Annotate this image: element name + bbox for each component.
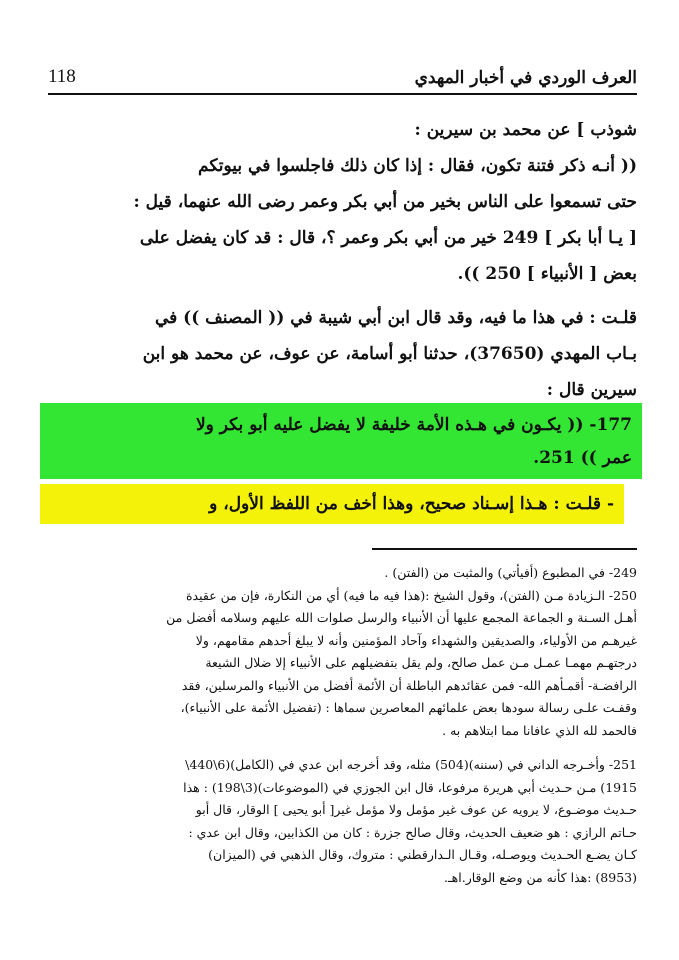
page-number: 118 <box>48 66 76 87</box>
text-line: شوذب ] عن محمد بن سيرين : <box>414 120 637 140</box>
text-line: سيرين قال : <box>546 380 637 400</box>
text-line: - قلـت : هـذا إسـناد صحيح، وهذا أخف من اللفظ الأول، و <box>209 494 614 514</box>
running-title: العرف الوردي في أخبار المهدي <box>414 68 637 88</box>
footnote-line: كـان يضـع الحـديث ويوصـله، وقـال الـدارقطني : متروك، وقال الذهبي في (الميزان) <box>208 847 637 862</box>
footnote-line: 250- الـزيادة مـن (الفتن)، وقول الشيخ :(هذا فيه ما فيه) أي من النكارة، فإن من عقيدة <box>186 587 637 603</box>
footnote-249: 249- في المطبوع (أفيأتي) والمثبت من (الفتن) . <box>384 565 637 580</box>
footnote-rule <box>372 548 637 550</box>
text-line: عمر )) 251. <box>533 448 632 468</box>
text-line: [ يـا أبا بكر ] 249 خير من أبي بكر وعمر ؟، قال : قد كان يفضل على <box>139 228 637 248</box>
footnote-line: حـديث موضـوع، لا يرويه عن عوف غير مؤمل ولا مؤمل غير[ أبو يحيى ] الوقار، قال أبو <box>195 802 637 817</box>
text-line: 177- (( يكـون في هـذه الأمة خليفة لا يفضل عليه أبو بكر ولا <box>195 415 632 435</box>
footnote-line: غيرهـم من الأولياء، والصديقين والشهداء وآحاد المؤمنين وأنه لا يبلغ أحدهم مقامهم، ولا <box>195 632 637 648</box>
footnote-line: الرافضـة- أقمـأهم الله- فمن عقائدهم الباطلة أن الأئمة أفضل من الأنبياء والمرسلين، فقد <box>181 677 637 693</box>
main-text <box>48 112 637 408</box>
text-line: حتى تسمعوا على الناس بخير من أبي بكر وعمر رضى الله عنهما، قيل : <box>133 192 637 212</box>
page-header <box>48 62 637 88</box>
header-rule <box>48 93 637 95</box>
text-line: بعض [ الأنبياء ] 250 )). <box>457 264 637 284</box>
green-highlight-hadith <box>40 403 642 479</box>
footnote-line: أهـل السـنة و الجماعة المجمع عليها أن الأنبياء والرسل صلوات الله عليهم وسلامه أفضل من <box>166 610 637 625</box>
yellow-highlight-comment <box>40 484 624 524</box>
text-line: (( أنـه ذكر فتنة تكون، فقال : إذا كان ذلك فاجلسوا في بيوتكم <box>198 156 637 176</box>
footnote-line: (8953) :هذا كأنه من وضع الوقار.اهـ. <box>444 869 637 885</box>
footnote-line: 251- وأخـرجه الداني في (سننه)(504) مثله، وقد أخرجه ابن عدي في (الكامل)(6\440\ <box>185 757 637 772</box>
footnote-line: درجتهـم مهمـا عمـل مـن عمل صالح، ولم يقل بتفضيلهم على الأنبياء إلا ضلال الشيعة <box>205 655 637 670</box>
footnote-line: حـاتم الرازي : هو ضعيف الحديث، وقال صالح جزرة : كان من الكذابين، وقال ابن عدي : <box>188 824 637 840</box>
text-line: قلـت : في هذا ما فيه، وقد قال ابن أبي شيبة في (( المصنف )) في <box>154 308 637 328</box>
footnotes <box>48 562 637 889</box>
footnote-line: وقفـت علـى رسالة سودها بعض علمائهم المعاصرين سماها : (تفضيل الأئمة على الأنبياء)، <box>180 700 637 715</box>
text-line: بـاب المهدي (37650)، حدثنا أبو أسامة، عن عوف، عن محمد هو ابن <box>142 344 637 364</box>
footnote-line: 1915) مـن حـديث أبي هريرة مرفوعا، قال ابن الجوزي في (الموضوعات)(3\198) : هذا <box>183 779 637 795</box>
footnote-line: فالحمد لله الذي عافانا مما ابتلاهم به . <box>442 722 637 738</box>
